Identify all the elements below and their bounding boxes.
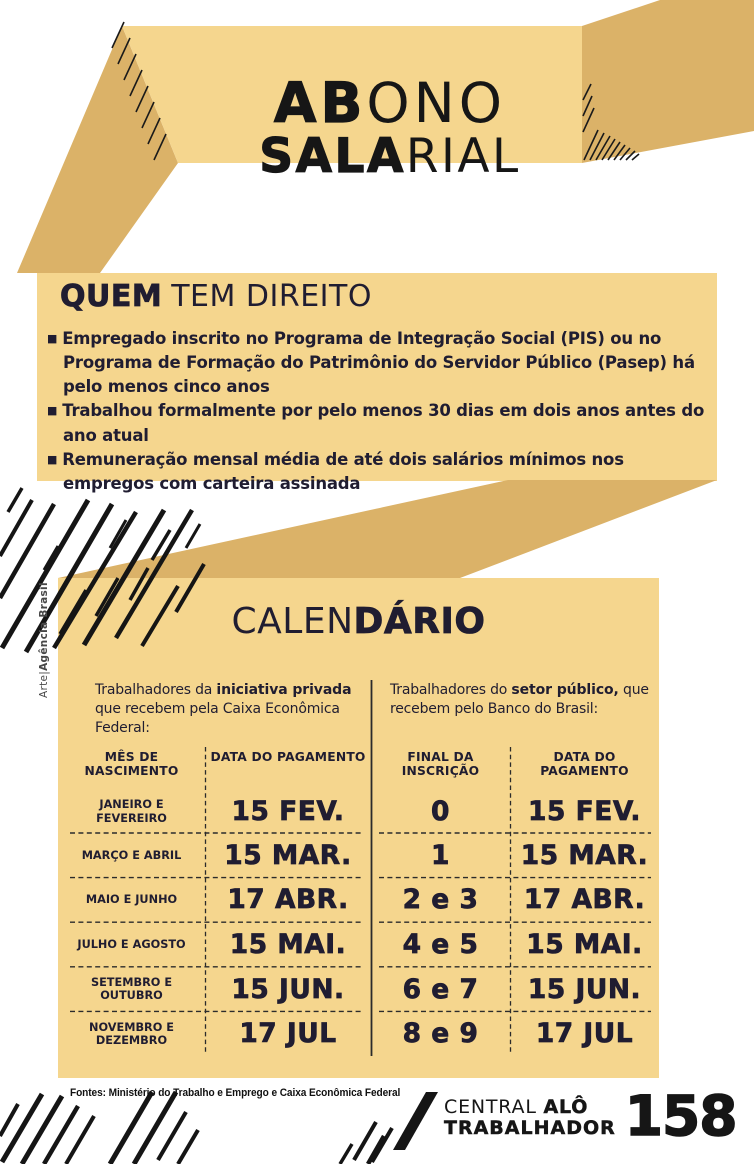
payment-calendar-table — [58, 745, 659, 1056]
eligibility-item: ■ Empregado inscrito no Programa de Integração Social (PIS) ou no Programa de Formação do Patrimônio do Servidor Público (Pasep) há pelo menos cinco anos — [47, 327, 710, 400]
registration-digit-cell: 4 e 5 — [402, 928, 479, 960]
payment-date-private-cell: 15 MAR. — [224, 839, 352, 871]
registration-digit-cell: 1 — [431, 839, 450, 871]
banner-title-line1 — [175, 71, 605, 135]
birth-month-cell: MARÇO E ABRIL — [81, 848, 182, 862]
payment-date-public-cell: 17 JUL — [535, 1018, 634, 1050]
payment-date-public-cell: 15 MAI. — [526, 928, 643, 960]
hotline-line1 — [444, 1097, 616, 1118]
payment-date-private-cell: 15 FEV. — [231, 796, 345, 827]
art-credit — [38, 580, 50, 698]
registration-digit-cell: 8 e 9 — [402, 1018, 479, 1050]
payment-date-private-cell: 15 JUN. — [231, 973, 345, 1005]
hotline-word1-heavy: ALÔ — [543, 1095, 589, 1118]
banner-word1-light: ONO — [366, 71, 507, 135]
art-credit-name: Agência Brasil — [38, 582, 50, 671]
eligibility-heading — [60, 281, 710, 313]
banner-title-line2 — [175, 129, 605, 184]
payment-date-public-cell: 17 ABR. — [523, 884, 646, 916]
eligibility-heading-heavy: QUEM — [60, 279, 163, 314]
sources-note: Fontes: Ministério do Trabalho e Emprego e Caixa Econômica Federal — [70, 1087, 401, 1099]
hotline-text — [444, 1097, 616, 1140]
banner-word2-heavy: SALA — [259, 129, 406, 184]
banner-word2-light: RIAL — [405, 129, 521, 184]
calendar-title-heavy: DÁRIO — [353, 601, 486, 642]
calendar-title — [58, 601, 659, 642]
birth-month-cell: JANEIRO E FEVEREIRO — [96, 798, 167, 825]
eligibility-section — [60, 281, 710, 496]
public-sector-intro — [390, 681, 666, 719]
public-intro-post: que recebem pelo Banco do Brasil: — [390, 682, 649, 718]
registration-digit-cell: 0 — [431, 796, 450, 827]
banner-title — [175, 71, 605, 184]
public-intro-bold: setor público, — [511, 682, 619, 698]
column-header-birth-month: MÊS DE NASCIMENTO — [84, 750, 179, 778]
calendar-title-light: CALEN — [231, 601, 354, 642]
birth-month-cell: NOVEMBRO E DEZEMBRO — [88, 1020, 175, 1047]
registration-digit-cell: 6 e 7 — [402, 973, 479, 1005]
payment-date-public-cell: 15 MAR. — [520, 839, 649, 871]
art-credit-prefix: Arte| — [38, 670, 50, 698]
payment-date-private-cell: 17 ABR. — [227, 884, 349, 916]
hotline-slash — [393, 1092, 438, 1150]
hotline-block — [444, 1084, 737, 1148]
private-intro-post: que recebem pela Caixa Econômica Federal: — [95, 701, 340, 737]
birth-month-cell: MAIO E JUNHO — [85, 893, 178, 907]
payment-date-private-cell: 17 JUL — [239, 1018, 337, 1050]
column-header-payment-date-private: DATA DO PAGAMENTO — [210, 750, 366, 764]
banner-word1-heavy: AB — [273, 71, 367, 135]
hotline-number: 158 — [624, 1084, 737, 1148]
birth-month-cell: JULHO E AGOSTO — [77, 937, 186, 951]
eligibility-heading-light: TEM DIREITO — [171, 279, 372, 314]
registration-digit-cell: 2 e 3 — [402, 884, 479, 916]
hotline-word1-light: CENTRAL — [444, 1095, 544, 1118]
column-header-payment-date-public: DATA DO PAGAMENTO — [540, 750, 629, 778]
stripe-cluster-bottom-left — [0, 1092, 392, 1164]
eligibility-item: ■ Trabalhou formalmente por pelo menos 30 dias em dois anos antes do ano atual — [47, 399, 710, 448]
private-intro-pre: Trabalhadores da — [95, 682, 217, 698]
birth-month-cell: SETEMBRO E OUTUBRO — [90, 975, 173, 1003]
hotline-line2: TRABALHADOR — [444, 1116, 616, 1139]
payment-date-private-cell: 15 MAI. — [229, 928, 347, 960]
payment-date-public-cell: 15 JUN. — [527, 973, 642, 1005]
private-intro-bold: iniciativa privada — [216, 682, 352, 698]
eligibility-list — [47, 327, 710, 497]
column-header-registration-digit: FINAL DA INSCRIÇÃO — [401, 750, 480, 778]
eligibility-item: ■ Remuneração mensal média de até dois salários mínimos nos empregos com carteira assinada — [47, 448, 710, 497]
payment-date-public-cell: 15 FEV. — [528, 796, 641, 827]
private-sector-intro — [95, 681, 363, 738]
public-intro-pre: Trabalhadores do — [390, 682, 512, 698]
